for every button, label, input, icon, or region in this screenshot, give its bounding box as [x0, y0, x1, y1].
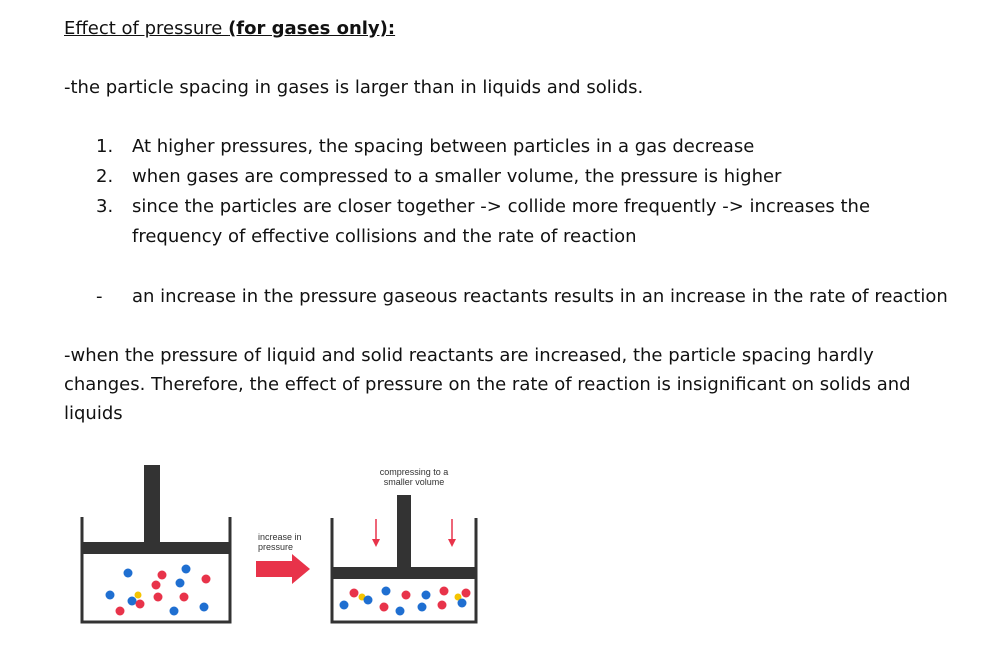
intro-paragraph: -the particle spacing in gases is larger than in liquids and solids.: [64, 77, 644, 98]
increase-pressure-arrow: [256, 532, 310, 584]
list-item: [96, 192, 870, 252]
particles-after: [340, 587, 471, 616]
down-arrow-right-icon: [448, 519, 456, 547]
heading-normal-text: Effect of pressure: [64, 18, 229, 39]
container-before: [82, 465, 230, 622]
list-item-text: since the particles are closer together -> collide more frequently -> increases the: [132, 196, 871, 217]
bullet-text: an increase in the pressure gaseous reactants results in an increase in the rate of reaction: [132, 286, 948, 307]
section-heading: [64, 18, 395, 39]
list-item: [96, 162, 870, 192]
right-arrow-icon: [256, 554, 310, 584]
particles-before: [106, 565, 211, 616]
closing-paragraph: -when the pressure of liquid and solid reactants are increased, the particle spacing hardly changes. Therefore, the effect of pressure on the rate of reaction is insignificant on solids and liquids: [64, 345, 911, 424]
heading-bold-text: (for gases only):: [228, 18, 396, 39]
list-item-text: when gases are compressed to a smaller volume, the pressure is higher: [132, 166, 782, 187]
list-number: 1.: [96, 136, 114, 157]
pressure-diagram: [70, 455, 490, 635]
piston-rod-after: [397, 495, 411, 569]
list-number: 3.: [96, 196, 114, 217]
top-label-line2: smaller volume: [383, 477, 445, 487]
list-number: 2.: [96, 166, 114, 187]
list-item: [96, 132, 870, 162]
bullet-dash: -: [96, 286, 103, 307]
top-label-line1: compressing to a: [379, 467, 449, 477]
arrow-label-line1: increase in: [258, 532, 302, 542]
piston-plate-before: [82, 542, 230, 554]
numbered-list: [96, 132, 870, 252]
piston-rod-before: [144, 465, 160, 543]
down-arrow-left-icon: [372, 519, 380, 547]
piston-plate-after: [332, 567, 476, 579]
arrow-label-line2: pressure: [258, 542, 294, 552]
list-item-text-continued: frequency of effective collisions and the rate of reaction: [132, 226, 637, 247]
list-item-text: At higher pressures, the spacing between particles in a gas decrease: [132, 136, 755, 157]
container-after: [332, 467, 476, 622]
